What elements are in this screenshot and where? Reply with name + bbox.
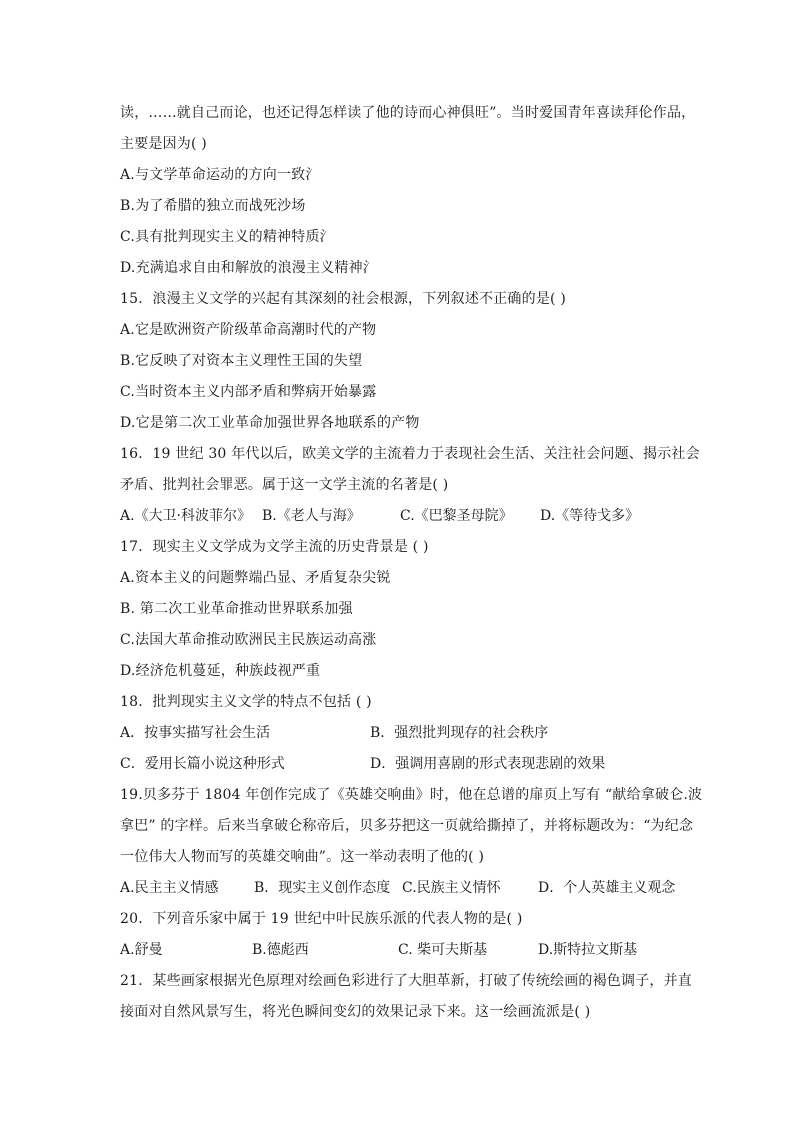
q19-option-b: B．现实主义创作态度	[254, 880, 391, 896]
q17-option-d: D.经济危机蔓延，种族歧视严重	[120, 663, 321, 679]
q17-option-b: B. 第二次工业革命推动世界联系加强	[120, 601, 353, 617]
document-page	[120, 98, 703, 1028]
q19-stem-line-2: 拿巴” 的字样。后来当拿破仑称帝后，贝多芬把这一页就给撕掉了，并将标题改为：“为纪念	[120, 818, 694, 834]
q16-option-b: B.《老人与海》	[262, 508, 361, 524]
q16-option-c: C.《巴黎圣母院》	[400, 508, 513, 524]
q20-option-d: D.斯特拉文斯基	[538, 942, 638, 958]
q18-option-d: D．强调用喜剧的形式表现悲剧的效果	[370, 756, 606, 772]
q20-option-c: C. 柴可夫斯基	[398, 942, 488, 958]
q19-options	[120, 873, 690, 904]
q19-option-a: A.民主主义情感	[120, 880, 219, 896]
q18-stem: 18．批判现实主义文学的特点不包括 ( )	[120, 694, 372, 710]
q16-option-a: A.《大卫·科波菲尔》	[120, 508, 252, 524]
q20-option-b: B.德彪西	[252, 942, 309, 958]
q15-stem: 15．浪漫主义文学的兴起有其深刻的社会根源，下列叙述不正确的是( )	[120, 291, 566, 307]
q15-option-c: C.当时资本主义内部矛盾和弊病开始暴露	[120, 384, 377, 400]
q21-stem-line-1: 21．某些画家根据光色原理对绘画色彩进行了大胆革新，打破了传统绘画的褐色调子，并直	[120, 973, 693, 989]
q18-option-c: C．爱用长篇小说这种形式	[120, 756, 285, 772]
q19-option-d: D．个人英雄主义观念	[538, 880, 676, 896]
q15-option-d: D.它是第二次工业革命加强世界各地联系的产物	[120, 415, 420, 431]
q14-option-b: B.为了希腊的独立而战死沙场	[120, 198, 306, 214]
q16-options	[120, 501, 690, 532]
q20-stem: 20．下列音乐家中属于 19 世纪中叶民族乐派的代表人物的是( )	[120, 911, 523, 927]
q16-stem-line-1: 16．19 世纪 30 年代以后，欧美文学的主流着力于表现社会生活、关注社会问题、揭示社会	[120, 446, 700, 462]
q14-stem-line-2: 主要是因为( )	[120, 136, 207, 152]
q14-option-c: C.具有批判现实主义的精神特质氵	[120, 229, 334, 245]
q14-option-d: D.充满追求自由和解放的浪漫主义精神氵	[120, 260, 377, 276]
q18-options-row-1	[120, 718, 690, 749]
q18-option-a: A．按事实描写社会生活	[120, 725, 271, 741]
q16-stem-line-2: 矛盾、批判社会罪恶。属于这一文学主流的名著是( )	[120, 477, 449, 493]
q14-option-a: A.与文学革命运动的方向一致氵	[120, 167, 320, 183]
q19-option-c: C.民族主义情怀	[402, 880, 501, 896]
q15-option-a: A.它是欧洲资产阶级革命高潮时代的产物	[120, 322, 377, 338]
q16-option-d: D.《等待戈多》	[540, 508, 640, 524]
q21-stem-line-2: 接面对自然风景写生，将光色瞬间变幻的效果记录下来。这一绘画流派是( )	[120, 1004, 591, 1020]
q14-stem-line-1: 读，……就自己而论，也还记得怎样读了他的诗而心神俱旺”。当时爱国青年喜读拜伦作品，	[120, 105, 696, 121]
q19-stem-line-1: 19.贝多芬于 1804 年创作完成了《英雄交响曲》时，他在总谱的扉页上写有 “献给拿破仑.波	[120, 787, 703, 803]
q19-stem-line-3: 一位伟大人物而写的英雄交响曲”。这一举动表明了他的( )	[120, 849, 485, 865]
q15-option-b: B.它反映了对资本主义理性王国的失望	[120, 353, 363, 369]
q18-option-b: B．强烈批判现存的社会秩序	[370, 725, 549, 741]
q20-option-a: A.舒曼	[120, 942, 163, 958]
q20-options	[120, 935, 690, 966]
q17-option-c: C.法国大革命推动欧洲民主民族运动高涨	[120, 632, 377, 648]
q18-options-row-2	[120, 749, 690, 780]
q17-stem: 17．现实主义文学成为文学主流的历史背景是 ( )	[120, 539, 429, 555]
q17-option-a: A.资本主义的问题弊端凸显、矛盾复杂尖锐	[120, 570, 391, 586]
